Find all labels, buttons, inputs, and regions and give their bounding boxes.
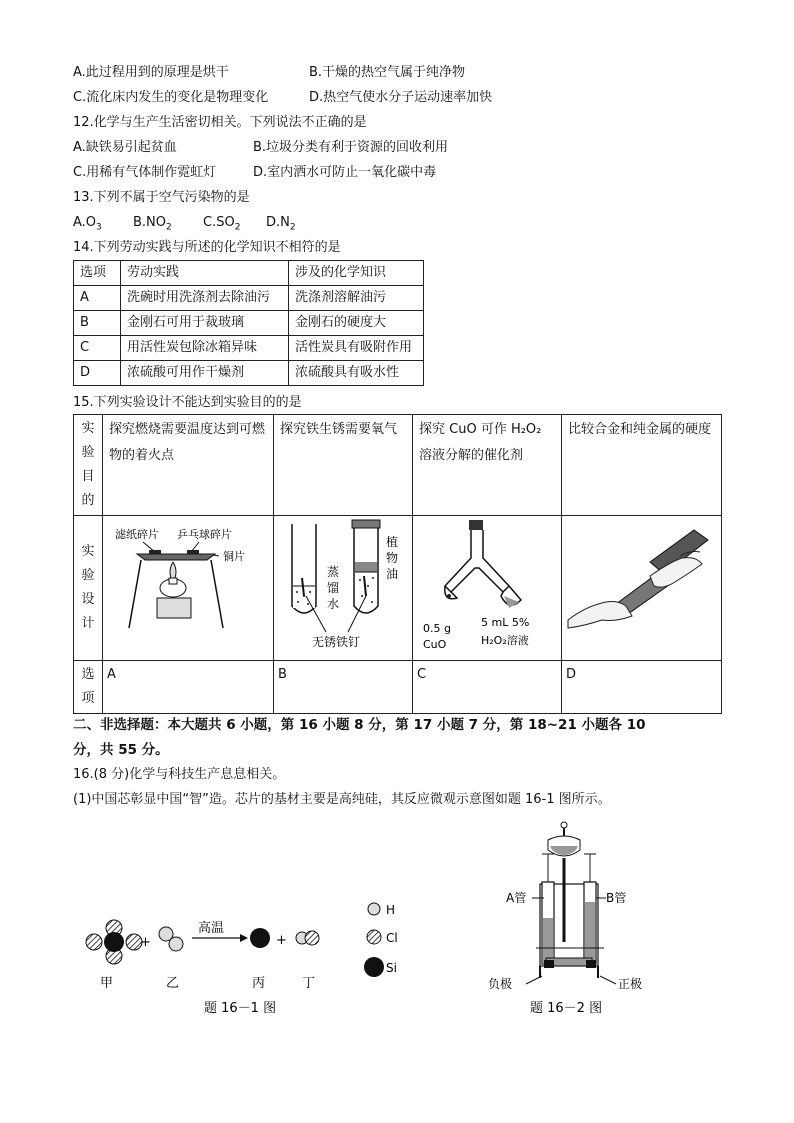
label-tube-a: A管 (506, 891, 527, 905)
table-row (74, 311, 424, 336)
reaction-micro-diagram (80, 890, 420, 1020)
label-oil-3: 油 (386, 567, 399, 581)
table-cell: B (74, 311, 121, 336)
q12-option-a: A.缺铁易引起贫血 (73, 140, 177, 155)
legend-si: Si (386, 961, 397, 975)
option-b: B (274, 661, 413, 714)
table-cell: 浓硫酸具有吸水性 (289, 361, 424, 386)
label-oil-1: 植 (386, 535, 399, 549)
q16-part1: (1)中国芯彰显中国“智”造。芯片的基材主要是高纯硅，其反应微观示意图如题 16-1 图所示。 (73, 792, 611, 807)
table-row (74, 415, 722, 516)
label-cuo: CuO (423, 638, 447, 651)
table-row (74, 261, 424, 286)
label-h2o2-volume: 5 mL 5% (481, 616, 530, 629)
q12-option-c: C.用稀有气体制作霓虹灯 (73, 165, 217, 180)
table-row (74, 361, 424, 386)
table-cell: 浓硫酸可用作干燥剂 (121, 361, 289, 386)
label-water-3: 水 (327, 597, 340, 611)
hardness-scratch-diagram (566, 516, 716, 646)
label-positive: 正极 (618, 977, 643, 991)
purpose-d: 比较合金和纯金属的硬度 (562, 415, 722, 516)
rust-experiment-diagram (278, 516, 408, 656)
legend-cl: Cl (386, 931, 398, 945)
plus-sign-2: + (276, 933, 287, 948)
q14-table (73, 260, 424, 386)
table-header: 劳动实践 (121, 261, 289, 286)
label-pingpong: 乒乓球碎片 (177, 528, 232, 541)
electrolysis-apparatus-diagram (488, 818, 670, 1018)
table-cell: 活性炭具有吸附作用 (289, 336, 424, 361)
q15-table (73, 414, 722, 714)
table-cell: 金刚石可用于裁玻璃 (121, 311, 289, 336)
table-cell: C (74, 336, 121, 361)
q13-option-b: $B.NO_2$ (133, 215, 172, 233)
label-ding: 丁 (302, 976, 316, 991)
molecule-bing (250, 928, 270, 948)
q11-option-a: A.此过程用到的原理是烘干 (73, 65, 229, 80)
q11-option-c: C.流化床内发生的变化是物理变化 (73, 90, 269, 105)
purpose-a: 探究燃烧需要温度达到可燃物的着火点 (103, 415, 274, 516)
table-cell: A (74, 286, 121, 311)
label-tube-b: B管 (606, 891, 627, 905)
q13-option-a: $A.O_3$ (73, 215, 102, 233)
q12-stem: 12.化学与生产生活密切相关。下列说法不正确的是 (73, 115, 367, 130)
table-header: 涉及的化学知识 (289, 261, 424, 286)
design-a (103, 516, 274, 661)
option-c: C (413, 661, 562, 714)
legend-h: H (386, 903, 396, 917)
table-cell: 用活性炭包除冰箱异味 (121, 336, 289, 361)
design-b (274, 516, 413, 661)
purpose-b: 探究铁生锈需要氧气 (274, 415, 413, 516)
q14-stem: 14.下列劳动实践与所述的化学知识不相符的是 (73, 240, 341, 255)
label-jia: 甲 (100, 976, 114, 991)
molecule-jia (86, 920, 142, 964)
label-filter-paper: 滤纸碎片 (115, 528, 159, 541)
label-negative: 负极 (488, 977, 513, 991)
table-row (74, 336, 424, 361)
table-cell: D (74, 361, 121, 386)
purpose-c: 探究 CuO 可作 H₂O₂ 溶液分解的催化剂 (413, 415, 562, 516)
molecule-ding (296, 931, 319, 945)
q12-option-b: B.垃圾分类有利于资源的回收利用 (253, 140, 449, 155)
reaction-condition: 高温 (198, 921, 225, 936)
plus-sign: + (140, 935, 151, 950)
label-h2o2: H₂O₂溶液 (481, 634, 529, 647)
molecule-yi (159, 927, 183, 951)
q16-stem: 16.(8 分)化学与科技生产息息相关。 (73, 767, 286, 782)
design-c (413, 516, 562, 661)
label-water-2: 馏 (327, 581, 340, 595)
table-cell: 洗碗时用洗涤剂去除油污 (121, 286, 289, 311)
legend-si-icon (364, 957, 384, 977)
q13-option-d: $D.N_2$ (266, 215, 296, 233)
label-yi: 乙 (166, 976, 180, 991)
q11-option-b: B.干燥的热空气属于纯净物 (309, 65, 466, 80)
q12-option-d: D.室内洒水可防止一氧化碳中毒 (253, 165, 437, 180)
catalyst-experiment-diagram (417, 516, 557, 656)
label-copper: 铜片 (223, 550, 245, 563)
label-bing: 丙 (252, 976, 266, 991)
table-row (74, 516, 722, 661)
label-oil-2: 物 (386, 551, 399, 565)
table-row (74, 286, 424, 311)
burning-experiment-diagram (107, 516, 257, 646)
table-row (74, 661, 722, 714)
table-cell: 洗涤剂溶解油污 (289, 286, 424, 311)
label-cuo-mass: 0.5 g (423, 622, 451, 635)
q13-option-c: $C.SO_2$ (203, 215, 241, 233)
option-a: A (103, 661, 274, 714)
table-cell: 金刚石的硬度大 (289, 311, 424, 336)
row-head-option: 选 项 (74, 661, 103, 714)
row-head-design: 实 验 设 计 (74, 516, 103, 661)
legend-cl-icon (367, 930, 381, 944)
section2-line2: 分，共 55 分。 (73, 742, 169, 758)
design-d (562, 516, 722, 661)
row-head-purpose: 实 验 目 的 (74, 415, 103, 516)
q11-option-d: D.热空气使水分子运动速率加快 (309, 90, 493, 105)
figure-16-2-caption: 题 16－2 图 (530, 1001, 603, 1016)
figure-16-1-caption: 题 16－1 图 (204, 1001, 277, 1016)
label-water-1: 蒸 (327, 565, 340, 579)
table-header: 选项 (74, 261, 121, 286)
q15-stem: 15.下列实验设计不能达到实验目的的是 (73, 395, 302, 410)
option-d: D (562, 661, 722, 714)
legend-h-icon (368, 903, 380, 915)
section2-line1: 二、非选择题：本大题共 6 小题，第 16 小题 8 分，第 17 小题 7 分，第 18~21 小题各 10 (73, 717, 646, 733)
q13-stem: 13.下列不属于空气污染物的是 (73, 190, 250, 205)
label-nail: 无锈铁钉 (312, 635, 361, 649)
